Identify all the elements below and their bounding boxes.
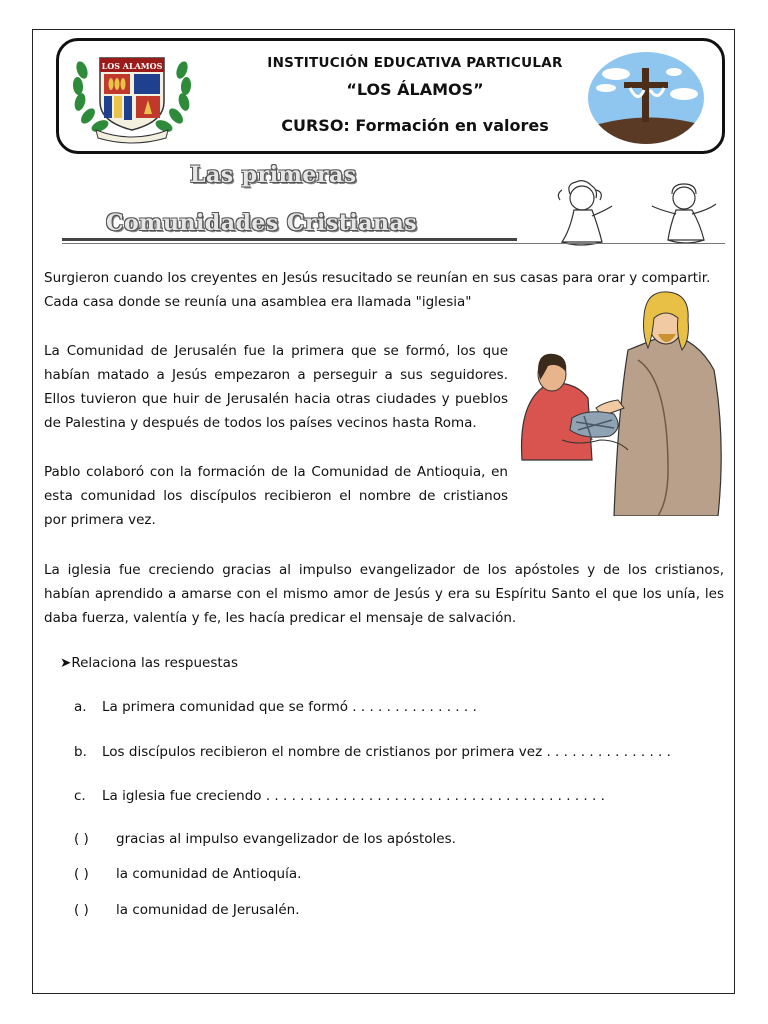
answer-blank[interactable]: ( ) (74, 866, 89, 882)
cross-illustration (586, 50, 706, 146)
crest-label: LOS ALAMOS (101, 61, 163, 71)
course-name: CURSO: Formación en valores (281, 116, 549, 135)
answer-blank[interactable]: ( ) (74, 902, 89, 918)
exercise-item-b (74, 744, 671, 760)
answer-option-2[interactable] (74, 866, 301, 882)
answer-blank[interactable]: ( ) (74, 831, 89, 847)
title-line-1: Las primeras (190, 162, 357, 188)
drawing-baseline (515, 243, 725, 244)
exercise-item-a (74, 699, 477, 715)
exercise-item-c (74, 788, 605, 804)
item-text: La iglesia fue creciendo . . . . . . . . . . . . . . . . . . . . . . . . . . . . . . . . . . . . . . . . (102, 788, 605, 804)
title-divider-thin (62, 243, 517, 244)
exercise-instruction (60, 655, 238, 671)
paragraph-origin: Surgieron cuando los creyentes en Jesús resucitado se reunían en sus casas para orar y compartir. Cada casa donde se reunía una asamblea era llamada "iglesia" (44, 270, 711, 310)
option-text: la comunidad de Jerusalén. (116, 902, 300, 918)
item-letter: b. (74, 744, 87, 760)
answer-option-1[interactable] (74, 831, 456, 847)
title-line-2: Comunidades Cristianas (106, 210, 418, 236)
option-text: la comunidad de Antioquía. (116, 866, 302, 882)
school-crest-logo (70, 52, 194, 144)
title-divider (62, 238, 517, 241)
school-name: “LOS ÁLAMOS” (346, 80, 484, 99)
instruction-text: Relaciona las respuestas (71, 655, 238, 671)
item-letter: a. (74, 699, 87, 715)
institution-name: INSTITUCIÓN EDUCATIVA PARTICULAR (267, 55, 563, 71)
arrow-bullet-icon: ➤ (60, 655, 72, 671)
answer-option-3[interactable] (74, 902, 299, 918)
item-letter: c. (74, 788, 86, 804)
item-text: La primera comunidad que se formó . . . . . . . . . . . . . . . (102, 699, 477, 715)
paragraph-antioquia: Pablo colaboró con la formación de la Comunidad de Antioquia, en esta comunidad los discípulos recibieron el nombre de cristianos por primera vez. (44, 464, 508, 528)
jesus-illustration (518, 290, 728, 516)
paragraph-jerusalem: La Comunidad de Jerusalén fue la primera que se formó, los que habían matado a Jesús empezaron a perseguir a sus seguidores. Ellos tuvieron que huir de Jerusalén hacia otras ciudades y pueblos de Palestina y después de todos los países vecinos hasta Roma. (44, 343, 508, 431)
item-text: Los discípulos recibieron el nombre de cristianos por primera vez . . . . . . . . . . . . . . . (102, 744, 671, 760)
children-drawing (540, 180, 730, 250)
paragraph-growth: La iglesia fue creciendo gracias al impulso evangelizador de los apóstoles y de los cristianos, habían aprendido a amarse con el mismo amor de Jesús y era su Espíritu Santo el que los unía, les daba fuerza, valentía y fe, les hacía predicar el mensaje de salvación. (44, 562, 724, 626)
option-text: gracias al impulso evangelizador de los apóstoles. (116, 831, 456, 847)
